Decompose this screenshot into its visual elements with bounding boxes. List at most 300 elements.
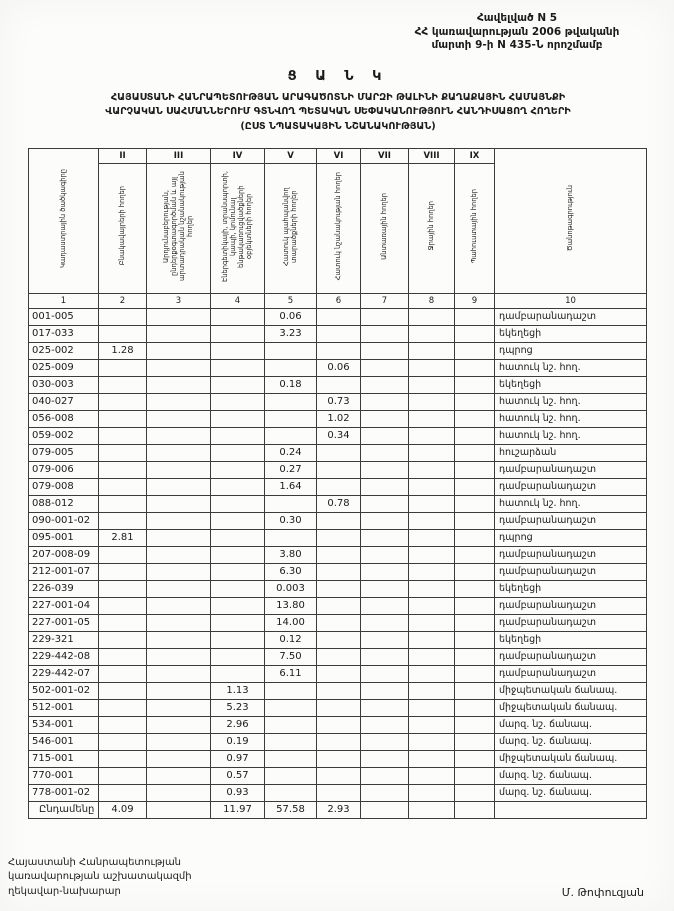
table-row <box>29 614 647 631</box>
area-value-cell <box>409 648 455 665</box>
header-protected-lands: Հատուկ պահպանվող տարածքների հողեր <box>265 163 317 293</box>
area-value-cell <box>211 359 265 376</box>
area-value-cell <box>147 495 211 512</box>
area-value-cell <box>455 359 495 376</box>
area-value-cell <box>99 393 147 410</box>
note-cell <box>495 801 647 818</box>
area-value-cell <box>317 614 361 631</box>
table-row <box>29 478 647 495</box>
note-cell: մարզ. նշ. ճանապ. <box>495 767 647 784</box>
area-value-cell <box>409 461 455 478</box>
col-number-5: 5 <box>265 293 317 308</box>
area-value-cell <box>99 359 147 376</box>
area-value-cell <box>455 342 495 359</box>
area-value-cell <box>409 631 455 648</box>
area-value-cell <box>211 410 265 427</box>
area-value-cell <box>317 682 361 699</box>
table-row <box>29 529 647 546</box>
area-value-cell <box>361 546 409 563</box>
area-value-cell: 0.12 <box>265 631 317 648</box>
area-value-cell <box>317 342 361 359</box>
area-value-cell <box>147 784 211 801</box>
cadastral-code-cell: 229-321 <box>29 631 99 648</box>
area-value-cell <box>147 648 211 665</box>
area-value-cell: 0.19 <box>211 733 265 750</box>
area-value-cell <box>361 682 409 699</box>
col-number-9: 9 <box>455 293 495 308</box>
annex-line-3: մարտի 9-ի N 435-Ն որոշմամբ <box>431 39 603 52</box>
table-row <box>29 410 647 427</box>
table-row <box>29 376 647 393</box>
note-cell: եկեղեցի <box>495 325 647 342</box>
area-value-cell: 0.06 <box>265 308 317 325</box>
cadastral-code-cell: 778-001-02 <box>29 784 99 801</box>
table-row <box>29 393 647 410</box>
area-value-cell <box>265 495 317 512</box>
note-cell: հատուկ նշ. հող. <box>495 495 647 512</box>
area-value-cell <box>455 784 495 801</box>
area-value-cell <box>409 682 455 699</box>
area-value-cell <box>455 750 495 767</box>
area-value-cell <box>147 512 211 529</box>
area-value-cell <box>211 563 265 580</box>
area-value-cell <box>265 359 317 376</box>
note-cell: դամբարանադաշտ <box>495 597 647 614</box>
area-value-cell <box>409 529 455 546</box>
area-value-cell <box>317 461 361 478</box>
cadastral-code-cell: 226-039 <box>29 580 99 597</box>
area-value-cell <box>361 563 409 580</box>
area-value-cell: 3.80 <box>265 546 317 563</box>
area-value-cell <box>361 801 409 818</box>
area-value-cell: 0.93 <box>211 784 265 801</box>
note-cell: դամբարանադաշտ <box>495 308 647 325</box>
footer <box>8 856 644 900</box>
area-value-cell <box>317 580 361 597</box>
area-value-cell: 0.27 <box>265 461 317 478</box>
area-value-cell: 2.93 <box>317 801 361 818</box>
note-cell: հուշարձան <box>495 444 647 461</box>
area-value-cell <box>99 495 147 512</box>
header-energy-transport-lands: Էներգետիկայի, տրանսպորտի, կապի, կոմունալ ենթակառուցվածքների օբյեկտների հողեր <box>211 163 265 293</box>
area-value-cell <box>99 716 147 733</box>
area-value-cell <box>211 444 265 461</box>
area-value-cell <box>99 784 147 801</box>
cadastral-code-cell: 079-008 <box>29 478 99 495</box>
area-value-cell <box>99 325 147 342</box>
area-value-cell <box>317 597 361 614</box>
area-value-cell: 13.80 <box>265 597 317 614</box>
total-label-cell: Ընդամենը <box>29 801 99 818</box>
area-value-cell <box>361 359 409 376</box>
area-value-cell <box>361 495 409 512</box>
area-value-cell <box>147 682 211 699</box>
note-cell: դամբարանադաշտ <box>495 478 647 495</box>
area-value-cell <box>317 631 361 648</box>
area-value-cell <box>455 733 495 750</box>
cadastral-code-cell: 229-442-08 <box>29 648 99 665</box>
area-value-cell <box>455 767 495 784</box>
table-row <box>29 444 647 461</box>
area-value-cell <box>361 427 409 444</box>
cadastral-code-cell: 095-001 <box>29 529 99 546</box>
cadastral-code-cell: 227-001-05 <box>29 614 99 631</box>
title-line-1: ՀԱՅԱՍՏԱՆԻ ՀԱՆՐԱՊԵՏՈՒԹՅԱՆ ԱՐԱԳԱԾՈՏՆԻ ՄԱՐԶԻ ԹԱԼԻՆԻ ՔԱՂԱՔԱՅԻՆ ՀԱՄԱՅՆՔԻ <box>110 91 566 103</box>
area-value-cell <box>99 699 147 716</box>
area-value-cell <box>317 444 361 461</box>
area-value-cell <box>455 716 495 733</box>
area-value-cell <box>211 376 265 393</box>
area-value-cell <box>317 750 361 767</box>
area-value-cell <box>317 699 361 716</box>
area-value-cell <box>147 801 211 818</box>
area-value-cell: 4.09 <box>99 801 147 818</box>
cadastral-code-cell: 059-002 <box>29 427 99 444</box>
table-row <box>29 325 647 342</box>
area-value-cell <box>361 733 409 750</box>
area-value-cell: 2.81 <box>99 529 147 546</box>
area-value-cell: 0.97 <box>211 750 265 767</box>
cadastral-code-cell: 040-027 <box>29 393 99 410</box>
area-value-cell <box>147 478 211 495</box>
note-cell: միջպետական ճանապ. <box>495 682 647 699</box>
area-value-cell <box>317 529 361 546</box>
table-row <box>29 750 647 767</box>
area-value-cell: 0.57 <box>211 767 265 784</box>
note-cell: հատուկ նշ. հող. <box>495 393 647 410</box>
footer-line-1: Հայաստանի Հանրապետության <box>8 856 182 868</box>
area-value-cell <box>409 699 455 716</box>
area-value-cell <box>147 733 211 750</box>
area-value-cell <box>317 308 361 325</box>
note-cell: դամբարանադաշտ <box>495 546 647 563</box>
area-value-cell <box>211 478 265 495</box>
col-number-6: 6 <box>317 293 361 308</box>
area-value-cell <box>409 733 455 750</box>
roman-numeral-vi: VI <box>317 148 361 163</box>
area-value-cell <box>361 512 409 529</box>
note-cell: դամբարանադաշտ <box>495 665 647 682</box>
area-value-cell <box>455 308 495 325</box>
area-value-cell <box>211 529 265 546</box>
note-cell: եկեղեցի <box>495 631 647 648</box>
table-row <box>29 716 647 733</box>
area-value-cell <box>361 393 409 410</box>
note-cell: միջպետական ճանապ. <box>495 699 647 716</box>
area-value-cell <box>361 750 409 767</box>
area-value-cell <box>147 461 211 478</box>
area-value-cell <box>409 495 455 512</box>
note-cell: դամբարանադաշտ <box>495 563 647 580</box>
area-value-cell <box>99 308 147 325</box>
area-value-cell <box>99 461 147 478</box>
area-value-cell: 14.00 <box>265 614 317 631</box>
area-value-cell <box>455 325 495 342</box>
header-residential-lands: Բնակավայրերի հողեր <box>99 163 147 293</box>
cadastral-code-cell: 030-003 <box>29 376 99 393</box>
table-row <box>29 767 647 784</box>
area-value-cell <box>99 444 147 461</box>
area-value-cell <box>99 580 147 597</box>
area-value-cell <box>99 376 147 393</box>
area-value-cell <box>361 665 409 682</box>
area-value-cell <box>409 376 455 393</box>
area-value-cell <box>361 716 409 733</box>
area-value-cell <box>455 665 495 682</box>
area-value-cell: 1.64 <box>265 478 317 495</box>
area-value-cell <box>455 444 495 461</box>
area-value-cell <box>99 478 147 495</box>
area-value-cell <box>317 478 361 495</box>
note-cell: դամբարանադաշտ <box>495 461 647 478</box>
area-value-cell <box>99 546 147 563</box>
note-cell: հատուկ նշ. հող. <box>495 427 647 444</box>
note-cell: միջպետական ճանապ. <box>495 750 647 767</box>
area-value-cell <box>409 342 455 359</box>
area-value-cell <box>361 597 409 614</box>
area-value-cell: 7.50 <box>265 648 317 665</box>
header-water-lands: Ջրային հողեր <box>409 163 455 293</box>
area-value-cell: 6.11 <box>265 665 317 682</box>
footer-signatory-block <box>8 856 192 900</box>
area-value-cell <box>99 682 147 699</box>
area-value-cell: 0.30 <box>265 512 317 529</box>
cadastral-code-cell: 001-005 <box>29 308 99 325</box>
cadastral-code-cell: 229-442-07 <box>29 665 99 682</box>
note-cell: հատուկ նշ. հող. <box>495 359 647 376</box>
area-value-cell <box>317 563 361 580</box>
header-industrial-lands: Արդյունաբերության, ընդերքօգտագործման և այլ արտադրական նշանակության հողեր <box>147 163 211 293</box>
area-value-cell <box>211 512 265 529</box>
table-row <box>29 631 647 648</box>
area-value-cell <box>99 665 147 682</box>
area-value-cell <box>211 614 265 631</box>
area-value-cell <box>455 376 495 393</box>
area-value-cell: 5.23 <box>211 699 265 716</box>
area-value-cell <box>147 325 211 342</box>
area-value-cell: 0.18 <box>265 376 317 393</box>
cadastral-code-cell: 715-001 <box>29 750 99 767</box>
area-value-cell <box>317 546 361 563</box>
annex-line-1: Հավելված N 5 <box>476 12 558 24</box>
cadastral-code-cell: 212-001-07 <box>29 563 99 580</box>
area-value-cell <box>455 597 495 614</box>
area-value-cell <box>317 716 361 733</box>
header-forest-lands: Անտառային հողեր <box>361 163 409 293</box>
area-value-cell <box>361 478 409 495</box>
area-value-cell <box>361 410 409 427</box>
area-value-cell <box>317 733 361 750</box>
area-value-cell: 1.02 <box>317 410 361 427</box>
col-number-7: 7 <box>361 293 409 308</box>
area-value-cell <box>211 342 265 359</box>
area-value-cell <box>147 342 211 359</box>
area-value-cell <box>361 376 409 393</box>
area-value-cell: 6.30 <box>265 563 317 580</box>
area-value-cell: 1.28 <box>99 342 147 359</box>
area-value-cell <box>147 597 211 614</box>
cadastral-code-cell: 546-001 <box>29 733 99 750</box>
area-value-cell <box>409 393 455 410</box>
area-value-cell <box>99 750 147 767</box>
table-row <box>29 495 647 512</box>
note-cell: դամբարանադաշտ <box>495 614 647 631</box>
area-value-cell <box>211 631 265 648</box>
area-value-cell <box>211 546 265 563</box>
area-value-cell: 0.24 <box>265 444 317 461</box>
area-value-cell <box>455 461 495 478</box>
area-value-cell <box>265 750 317 767</box>
table-row <box>29 342 647 359</box>
area-value-cell <box>361 784 409 801</box>
area-value-cell: 2.96 <box>211 716 265 733</box>
area-value-cell <box>317 376 361 393</box>
area-value-cell <box>361 767 409 784</box>
cadastral-code-cell: 512-001 <box>29 699 99 716</box>
area-value-cell <box>147 376 211 393</box>
area-value-cell <box>409 325 455 342</box>
area-value-cell <box>409 444 455 461</box>
area-value-cell <box>455 529 495 546</box>
header-reserve-lands: Պահուստային հողեր <box>455 163 495 293</box>
table-row <box>29 461 647 478</box>
area-value-cell: 0.003 <box>265 580 317 597</box>
header-note-label: Ծանոթագրություն <box>566 185 575 252</box>
area-value-cell <box>409 767 455 784</box>
area-value-cell <box>265 733 317 750</box>
area-value-cell: 0.34 <box>317 427 361 444</box>
cadastral-code-cell: 502-001-02 <box>29 682 99 699</box>
area-value-cell: 0.73 <box>317 393 361 410</box>
area-value-cell <box>317 665 361 682</box>
table-row <box>29 733 647 750</box>
col-number-10: 10 <box>495 293 647 308</box>
area-value-cell <box>455 546 495 563</box>
area-value-cell <box>211 495 265 512</box>
area-value-cell <box>361 342 409 359</box>
area-value-cell <box>409 597 455 614</box>
area-value-cell <box>211 648 265 665</box>
area-value-cell <box>409 750 455 767</box>
area-value-cell <box>147 410 211 427</box>
area-value-cell <box>409 580 455 597</box>
area-value-cell <box>147 767 211 784</box>
area-value-cell <box>455 580 495 597</box>
area-value-cell <box>147 563 211 580</box>
note-cell: դպրոց <box>495 529 647 546</box>
area-value-cell <box>211 665 265 682</box>
area-value-cell <box>409 427 455 444</box>
table-body <box>29 308 647 818</box>
area-value-cell <box>265 393 317 410</box>
area-value-cell <box>455 512 495 529</box>
footer-line-2: կառավարության աշխատակազմի <box>8 871 192 882</box>
area-value-cell <box>455 410 495 427</box>
title-line-2: ՎԱՐՉԱԿԱՆ ՍԱՀՄԱՆՆԵՐՈՒՄ ԳՏՆՎՈՂ ՊԵՏԱԿԱՆ ՍԵՓԱԿԱՆՈՒԹՅՈՒՆ ՀԱՆԴԻՍԱՑՈՂ ՀՈՂԵՐԻ <box>105 106 571 118</box>
area-value-cell <box>265 767 317 784</box>
table-row <box>29 699 647 716</box>
area-value-cell <box>409 784 455 801</box>
note-cell: հատուկ նշ. հող. <box>495 410 647 427</box>
area-value-cell <box>211 580 265 597</box>
area-value-cell <box>409 478 455 495</box>
col-number-8: 8 <box>409 293 455 308</box>
area-value-cell <box>455 631 495 648</box>
area-value-cell <box>211 308 265 325</box>
area-value-cell <box>99 427 147 444</box>
cadastral-code-cell: 534-001 <box>29 716 99 733</box>
document-title: Ց Ա Ն Կ <box>287 68 389 84</box>
table-row <box>29 648 647 665</box>
note-cell: դպրոց <box>495 342 647 359</box>
col-number-1: 1 <box>29 293 99 308</box>
area-value-cell <box>455 427 495 444</box>
area-value-cell <box>455 699 495 716</box>
area-value-cell <box>147 308 211 325</box>
area-value-cell <box>265 410 317 427</box>
area-value-cell: 0.06 <box>317 359 361 376</box>
area-value-cell <box>99 614 147 631</box>
note-cell: եկեղեցի <box>495 376 647 393</box>
area-value-cell <box>361 461 409 478</box>
area-value-cell <box>147 716 211 733</box>
area-value-cell <box>147 665 211 682</box>
table-row <box>29 427 647 444</box>
table-row <box>29 580 647 597</box>
area-value-cell <box>265 682 317 699</box>
area-value-cell: 3.23 <box>265 325 317 342</box>
cadastral-code-cell: 079-005 <box>29 444 99 461</box>
area-value-cell <box>147 614 211 631</box>
col-number-3: 3 <box>147 293 211 308</box>
area-value-cell <box>99 733 147 750</box>
roman-numeral-iii: III <box>147 148 211 163</box>
area-value-cell <box>147 427 211 444</box>
area-value-cell <box>409 359 455 376</box>
col-number-2: 2 <box>99 293 147 308</box>
area-value-cell <box>409 563 455 580</box>
area-value-cell <box>147 750 211 767</box>
signatory-name: Մ. Թոփուզյան <box>561 886 644 899</box>
note-cell: մարզ. նշ. ճանապ. <box>495 716 647 733</box>
area-value-cell <box>361 444 409 461</box>
title-line-3: (ԸՍՏ ՆՊԱՏԱԿԱՅԻՆ ՆՇԱՆԱԿՈՒԹՅԱՆ) <box>240 121 436 133</box>
area-value-cell: 57.58 <box>265 801 317 818</box>
area-value-cell <box>455 478 495 495</box>
roman-numeral-ii: II <box>99 148 147 163</box>
cadastral-code-cell: 079-006 <box>29 461 99 478</box>
area-value-cell <box>147 529 211 546</box>
table-row <box>29 665 647 682</box>
area-value-cell <box>99 631 147 648</box>
area-value-cell <box>147 631 211 648</box>
header-note <box>495 148 647 293</box>
area-value-cell <box>265 784 317 801</box>
area-value-cell <box>361 308 409 325</box>
area-value-cell <box>455 393 495 410</box>
annex-reference <box>392 12 642 53</box>
area-value-cell <box>409 308 455 325</box>
area-value-cell <box>99 767 147 784</box>
area-value-cell <box>317 648 361 665</box>
roman-numeral-vii: VII <box>361 148 409 163</box>
area-value-cell <box>455 648 495 665</box>
title-block <box>28 69 648 135</box>
cadastral-code-cell: 025-002 <box>29 342 99 359</box>
cadastral-code-cell: 090-001-02 <box>29 512 99 529</box>
area-value-cell <box>147 393 211 410</box>
roman-numeral-row <box>29 148 647 163</box>
